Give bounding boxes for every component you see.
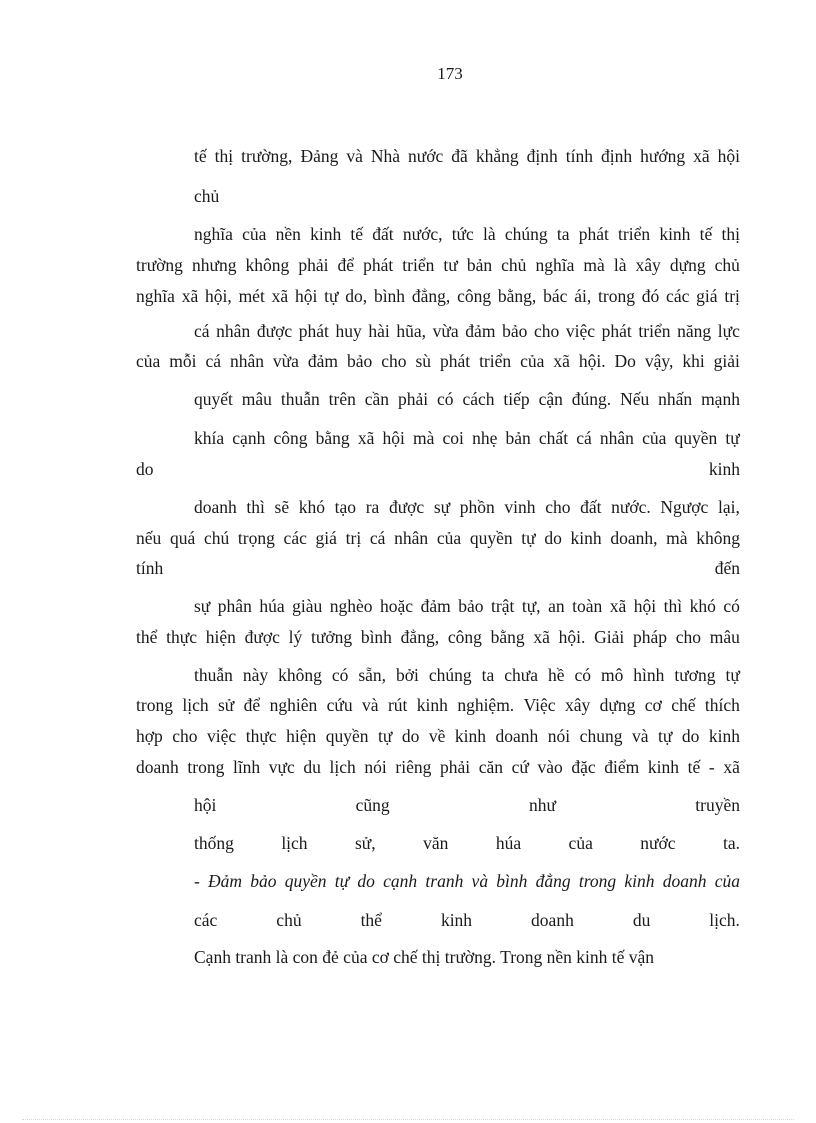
text-line: thống lịch sử, văn húa của nước ta. xyxy=(194,833,740,853)
text-line: - Đảm bảo quyền tự do cạnh tranh và bình đẳng trong kinh doanh của xyxy=(194,871,740,891)
text-line: sự phân húa giàu nghèo hoặc đảm bảo trật tự, an toàn xã hội thì khó có xyxy=(194,596,740,616)
text-line: trường nhưng không phải để phát triển tư bản chủ nghĩa mà là xây dựng chủ xyxy=(136,255,740,275)
text-line: của mỗi cá nhân vừa đảm bảo cho sù phát triển của xã hội. Do vậy, khi giải xyxy=(136,351,740,371)
text-line: thể thực hiện được lý tưởng bình đẳng, công bằng xã hội. Giải pháp cho mâu xyxy=(136,627,740,647)
text-line: nghĩa xã hội, mét xã hội tự do, bình đẳng, công bằng, bác ái, trong đó các giá trị xyxy=(136,286,740,306)
text-line: do kinh xyxy=(136,459,740,479)
text-line: quyết mâu thuẫn trên cần phải có cách tiếp cận đúng. Nếu nhấn mạnh xyxy=(194,389,740,409)
text-line: hội cũng như truyền xyxy=(194,795,740,815)
text-line: tế thị trường, Đảng và Nhà nước đã khẳng định tính định hướng xã hội xyxy=(194,146,740,166)
text-line: doanh thì sẽ khó tạo ra được sự phồn vinh cho đất nước. Ngược lại, xyxy=(194,497,740,517)
text-line: hợp cho việc thực hiện quyền tự do về kinh doanh nói chung và tự do kinh xyxy=(136,726,740,746)
text-line: Cạnh tranh là con đẻ của cơ chế thị trường. Trong nền kinh tế vận xyxy=(194,947,655,967)
page-number: 173 xyxy=(437,64,463,83)
text-line: tính đến xyxy=(136,558,740,578)
page-bottom-border xyxy=(22,1119,794,1120)
text-line: trong lịch sử để nghiên cứu và rút kinh nghiệm. Việc xây dựng cơ chế thích xyxy=(136,695,740,715)
text-line: các chủ thể kinh doanh du lịch. xyxy=(194,910,740,930)
text-line: nếu quá chú trọng các giá trị cá nhân của quyền tự do kinh doanh, mà không xyxy=(136,528,740,548)
text-line: thuẫn này không có sẵn, bởi chúng ta chưa hề có mô hình tương tự xyxy=(194,665,740,685)
text-line: cá nhân được phát huy hài hũa, vừa đảm bảo cho việc phát triển năng lực xyxy=(194,321,740,341)
text-line: khía cạnh công bằng xã hội mà coi nhẹ bản chất cá nhân của quyền tự xyxy=(194,428,740,448)
text-line: nghĩa của nền kinh tế đất nước, tức là chúng ta phát triển kinh tế thị xyxy=(194,224,740,244)
text-line: chủ xyxy=(194,186,220,206)
text-line: doanh trong lĩnh vực du lịch nói riêng phải căn cứ vào đặc điểm kinh tế - xã xyxy=(136,757,740,777)
